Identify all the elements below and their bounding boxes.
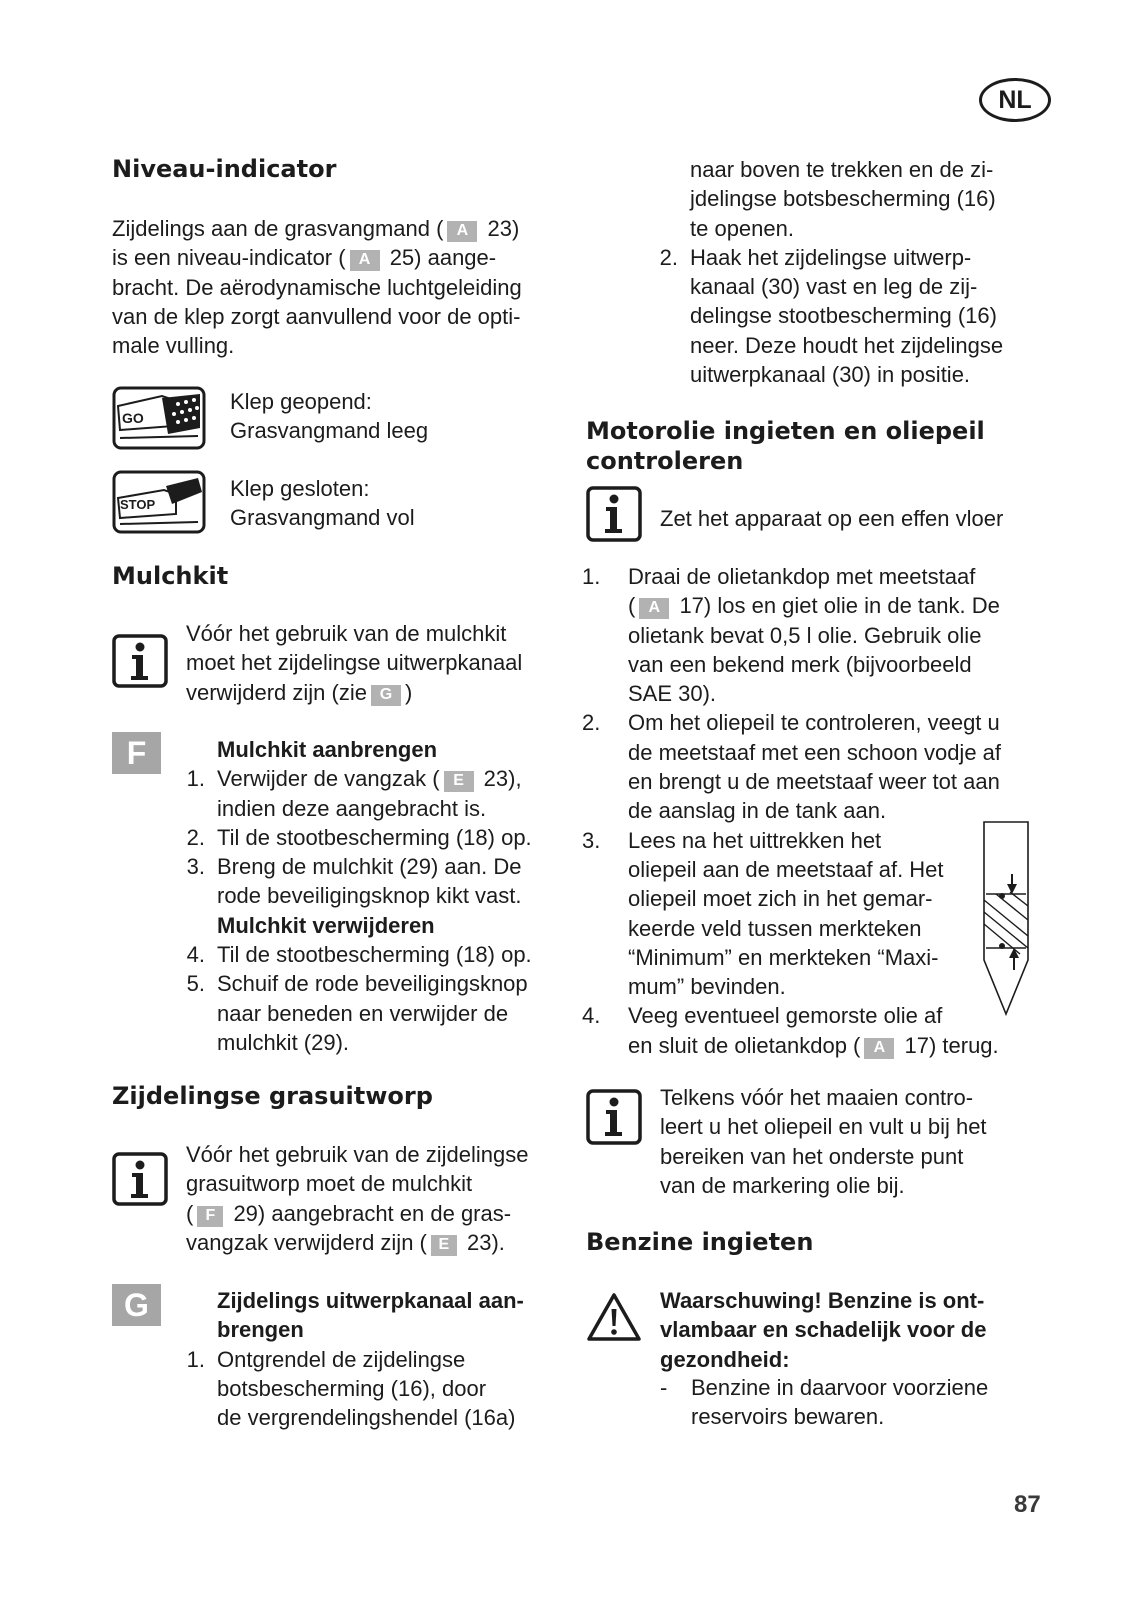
niveau-line-2 bbox=[112, 243, 562, 272]
text-line bbox=[186, 678, 522, 707]
section-badge-f: F bbox=[112, 732, 161, 774]
list-item: 4. Veeg eventueel gemorste olie af bbox=[582, 1003, 943, 1029]
list-item: 1. Draai de olietankdop met meetstaaf bbox=[582, 564, 976, 589]
text: 23) bbox=[481, 216, 520, 241]
list-item-cont: delingse stootbescherming (16) bbox=[690, 303, 997, 329]
text-line: gezondheid: bbox=[660, 1346, 790, 1372]
list-item-cont: neer. Deze houdt het zijdelingse bbox=[690, 332, 1004, 358]
text: ( bbox=[628, 593, 636, 619]
text: ) bbox=[404, 679, 413, 705]
list-item: 4. Til de stootbescherming (18) op. bbox=[186, 942, 532, 968]
list-item: 2. Til de stootbescherming (18) op. bbox=[186, 824, 532, 850]
subheading-mulchkit-aanbrengen: Mulchkit aanbrengen bbox=[217, 737, 438, 762]
figure-badge: F bbox=[197, 1206, 223, 1227]
list-item-cont: “Minimum” en merkteken “Maxi- bbox=[628, 944, 939, 970]
list-item-cont: te openen. bbox=[690, 215, 794, 241]
text: 23). bbox=[460, 1229, 505, 1255]
list-item-cont: kanaal (30) vast en leg de zij- bbox=[690, 274, 978, 300]
info-icon bbox=[112, 634, 168, 688]
heading-motorolie bbox=[586, 416, 985, 476]
go-label: GO bbox=[122, 410, 144, 426]
list-item-cont bbox=[586, 591, 1046, 620]
heading-line: Motorolie ingieten en oliepeil bbox=[586, 417, 985, 445]
motorolie-steps bbox=[582, 562, 1046, 1060]
text: Zijdelings aan de grasvangmand ( bbox=[112, 216, 444, 241]
text-line: leert u het oliepeil en vult u bij het bbox=[660, 1114, 987, 1140]
text-line: Waarschuwing! Benzine is ont- bbox=[660, 1288, 985, 1313]
list-item-cont: uitwerpkanaal (30) in positie. bbox=[690, 362, 971, 388]
list-item-cont: oliepeil aan de meetstaaf af. Het bbox=[628, 856, 944, 882]
list-item-cont: en brengt u de meetstaaf weer tot aan bbox=[628, 769, 1000, 795]
niveau-line-1 bbox=[112, 214, 562, 243]
list-item: 3. Breng de mulchkit (29) aan. De bbox=[186, 854, 522, 880]
stop-label: STOP bbox=[120, 497, 156, 512]
warning-icon bbox=[586, 1292, 642, 1342]
figure-badge: A bbox=[639, 598, 669, 619]
text-line: Vóór het gebruik van de mulchkit bbox=[186, 621, 507, 646]
list-item: 1. Verwijder de vangzak ( E 23), bbox=[186, 766, 522, 792]
info-icon bbox=[586, 486, 642, 542]
text-line bbox=[186, 1228, 528, 1257]
section-badge-g: G bbox=[112, 1284, 161, 1326]
text: 23), bbox=[477, 766, 522, 792]
subheading-uitwerpkanaal: Zijdelings uitwerpkanaal aan- bbox=[217, 1288, 524, 1313]
text-line: Vóór het gebruik van de zijdelingse bbox=[186, 1142, 529, 1167]
figure-badge: G bbox=[371, 685, 401, 706]
list-item-cont: botsbescherming (16), door bbox=[217, 1375, 487, 1401]
text-line bbox=[186, 1199, 528, 1228]
list-item-cont: naar beneden en verwijder de bbox=[217, 1000, 509, 1026]
heading-niveau-indicator: Niveau-indicator bbox=[112, 155, 337, 183]
list-item: 5. Schuif de rode beveiligingsknop bbox=[186, 971, 528, 997]
text-line: Benzine in daarvoor voorziene bbox=[691, 1375, 989, 1400]
figure-badge: A bbox=[350, 250, 380, 271]
list-item-cont: oliepeil moet zich in het gemar- bbox=[628, 886, 933, 912]
list-item-cont: jdelingse botsbescherming (16) bbox=[690, 186, 996, 212]
go-caption bbox=[230, 387, 428, 446]
zijdelingse-steps bbox=[175, 1286, 575, 1432]
list-item-cont bbox=[586, 1031, 1046, 1060]
text: ( bbox=[186, 1200, 194, 1226]
figure-badge: E bbox=[444, 771, 474, 792]
go-caption-line-2: Grasvangmand leeg bbox=[230, 418, 429, 444]
list-item: 2. Haak het zijdelingse uitwerp- bbox=[659, 244, 972, 270]
figure-badge: A bbox=[447, 221, 477, 242]
text-line: Telkens vóór het maaien contro- bbox=[660, 1085, 974, 1110]
text: 29) aangebracht en de gras- bbox=[227, 1200, 512, 1226]
info-icon bbox=[112, 1152, 168, 1206]
list-item: 2. Om het oliepeil te controleren, veegt u bbox=[582, 710, 1000, 736]
list-item-cont: de aanslag in de tank aan. bbox=[628, 798, 887, 824]
continued-steps bbox=[648, 155, 1068, 389]
heading-line: controleren bbox=[586, 447, 744, 475]
figure-badge: A bbox=[864, 1038, 894, 1059]
text-line: moet het zijdelingse uitwerpkanaal bbox=[186, 650, 523, 676]
mulchkit-info-text bbox=[186, 619, 522, 707]
benzine-warning-text bbox=[660, 1286, 986, 1374]
list-item-cont: olietank bevat 0,5 l olie. Gebruik olie bbox=[628, 622, 982, 648]
list-item-cont: de vergrendelingshendel (16a) bbox=[217, 1405, 516, 1431]
go-lever-icon bbox=[112, 386, 206, 450]
niveau-paragraph bbox=[112, 214, 562, 360]
motorolie-info-text: Zet het apparaat op een effen vloer bbox=[660, 506, 1004, 531]
zijdelingse-info-text bbox=[186, 1140, 528, 1257]
list-item-cont: SAE 30). bbox=[628, 681, 717, 707]
list-item: 1. Ontgrendel de zijdelingse bbox=[186, 1346, 466, 1372]
info-icon bbox=[586, 1089, 642, 1145]
text: verwijderd zijn (zie bbox=[186, 679, 367, 705]
figure-badge: E bbox=[431, 1235, 457, 1256]
heading-benzine-ingieten: Benzine ingieten bbox=[586, 1228, 814, 1256]
list-item: 3. Lees na het uittrekken het bbox=[582, 827, 882, 853]
go-caption-line-1: Klep geopend: bbox=[230, 389, 372, 414]
dipstick-icon bbox=[982, 820, 1030, 1016]
stop-caption-line-2: Grasvangmand vol bbox=[230, 505, 415, 531]
text-line: van de markering olie bij. bbox=[660, 1172, 905, 1198]
text-line: bereiken van het onderste punt bbox=[660, 1143, 964, 1169]
dash: - bbox=[660, 1375, 668, 1400]
subheading-uitwerpkanaal-cont: brengen bbox=[217, 1317, 304, 1343]
text: is een niveau-indicator ( bbox=[112, 245, 346, 271]
list-item bbox=[660, 1373, 988, 1432]
heading-zijdelingse-grasuitworp: Zijdelingse grasuitworp bbox=[112, 1082, 433, 1110]
stop-caption-line-1: Klep gesloten: bbox=[230, 476, 370, 501]
text: 17) terug. bbox=[898, 1032, 999, 1058]
stop-caption bbox=[230, 474, 415, 533]
stop-lever-icon bbox=[112, 470, 206, 534]
text: Verwijder de vangzak ( bbox=[217, 766, 440, 792]
subheading-mulchkit-verwijderen: Mulchkit verwijderen bbox=[217, 912, 435, 938]
text: 25) aange- bbox=[383, 245, 497, 271]
benzine-bullet bbox=[660, 1373, 988, 1432]
list-item-cont: keerde veld tussen merkteken bbox=[628, 915, 922, 941]
niveau-line-3: bracht. De aërodynamische luchtgeleiding bbox=[112, 274, 522, 300]
list-item-cont: mum” bevinden. bbox=[628, 974, 786, 1000]
text: vangzak verwijderd zijn ( bbox=[186, 1229, 427, 1255]
language-badge: NL bbox=[979, 78, 1051, 122]
list-item-cont: de meetstaaf met een schoon vodje af bbox=[628, 739, 1002, 765]
niveau-line-5: male vulling. bbox=[112, 333, 235, 359]
niveau-line-4: van de klep zorgt aanvullend voor de opti- bbox=[112, 303, 521, 329]
list-item-cont: indien deze aangebracht is. bbox=[217, 795, 487, 821]
text-line: vlambaar en schadelijk voor de bbox=[660, 1317, 987, 1343]
list-item-cont: van een bekend merk (bijvoorbeeld bbox=[628, 651, 972, 677]
list-item-cont: mulchkit (29). bbox=[217, 1029, 350, 1055]
page-number: 87 bbox=[1014, 1491, 1041, 1518]
text: 17) los en giet olie in de tank. De bbox=[673, 593, 1000, 619]
oliepeil-info-text bbox=[660, 1083, 987, 1200]
list-item-cont: rode beveiligingsknop kikt vast. bbox=[217, 883, 522, 909]
text-line: reservoirs bewaren. bbox=[691, 1404, 885, 1430]
list-item-cont: naar boven te trekken en de zi- bbox=[690, 157, 994, 182]
text-line: grasuitworp moet de mulchkit bbox=[186, 1171, 473, 1197]
heading-mulchkit: Mulchkit bbox=[112, 562, 229, 590]
mulchkit-steps bbox=[175, 735, 575, 1057]
text: en sluit de olietankdop ( bbox=[628, 1032, 861, 1058]
